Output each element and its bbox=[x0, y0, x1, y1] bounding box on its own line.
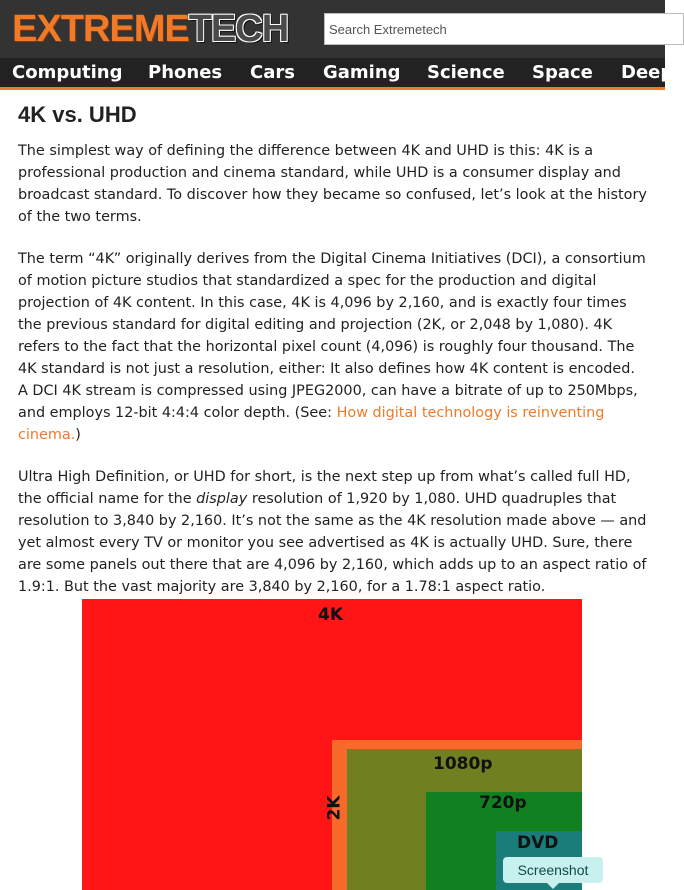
site-logo[interactable] bbox=[12, 6, 288, 52]
nav-item-science[interactable]: Science bbox=[427, 62, 505, 83]
site-header bbox=[0, 0, 665, 58]
nav-item-phones[interactable]: Phones bbox=[148, 62, 223, 83]
resolution-comparison-figure bbox=[82, 599, 582, 890]
nav-item-gaming[interactable]: Gaming bbox=[323, 62, 401, 83]
article-heading: 4K vs. UHD bbox=[18, 102, 137, 127]
label-4k: 4K bbox=[318, 605, 344, 625]
paragraph-2-text: The term “4K” originally derives from the Digital Cinema Initiatives (DCI), a consortium of motion picture studios that standardized a spec for the production and digital projection of 4K content. In this case, 4K is 4,096 by 2,160, and is exactly four times the previous standard for digital editing and projection (2K, or 2,048 by 1,080). 4K refers to the fact that the horizontal pixel count (4,096) is roughly four thousand. The 4K standard is not just a resolution, either: It also defines how 4K content is encoded. A DCI 4K stream is compressed using JPEG2000, can have a bitrate of up to 250Mbps, and employs 12-bit 4:4:4 color depth. (See: bbox=[18, 251, 646, 421]
paragraph-3 bbox=[18, 466, 648, 598]
screenshot-tooltip[interactable]: Screenshot bbox=[503, 857, 603, 883]
search-input[interactable] bbox=[324, 13, 684, 45]
logo-tech-text: TECH bbox=[188, 8, 289, 50]
paragraph-3-emphasis: display bbox=[196, 491, 248, 507]
paragraph-3-start: Ultra High Definition, or UHD for short, is the next step up from what’s called full HD, the official name for the bbox=[18, 469, 631, 507]
paragraph-3-rest: resolution of 1,920 by 1,080. UHD quadruples that resolution to 3,840 by 2,160. It’s not the same as the 4K resolution made above — and yet almost every TV or monitor you see advertised as 4K is actually UHD. Sure, there are some panels out there that are 4,096 by 2,160, which adds up to an aspect ratio of 1.9:1. But the vast majority are 3,840 by 2,160, for a 1.78:1 aspect ratio. bbox=[18, 491, 647, 595]
paragraph-1: The simplest way of defining the difference between 4K and UHD is this: 4K is a professional production and cinema standard, while UHD is a consumer display and broadcast standard. To discover how they became so confused, let’s look at the history of the two terms. bbox=[18, 143, 647, 225]
label-dvd: DVD bbox=[517, 833, 559, 853]
article-body bbox=[18, 100, 648, 618]
nav-item-space[interactable]: Space bbox=[532, 62, 593, 83]
logo-extreme-text: EXTREME bbox=[12, 8, 189, 50]
label-1080p: 1080p bbox=[433, 754, 493, 774]
paragraph-2-end: ) bbox=[75, 427, 81, 443]
paragraph-2 bbox=[18, 248, 648, 446]
nav-item-cars[interactable]: Cars bbox=[250, 62, 295, 83]
nav-item-computing[interactable]: Computing bbox=[12, 62, 123, 83]
label-720p: 720p bbox=[479, 793, 527, 813]
nav-item-deep[interactable]: Deep bbox=[621, 62, 674, 83]
label-2k: 2K bbox=[324, 795, 345, 821]
main-nav bbox=[0, 58, 674, 90]
cinema-article-link[interactable]: How digital technology is reinventing cinema. bbox=[18, 405, 605, 443]
